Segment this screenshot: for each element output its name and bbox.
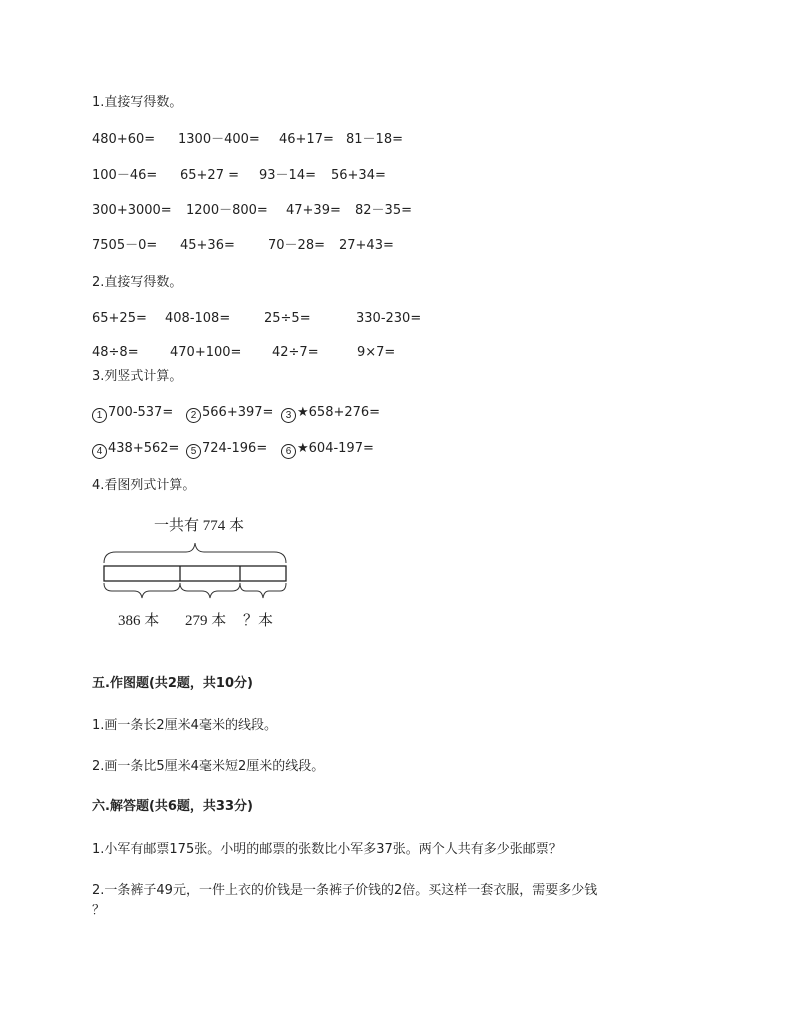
q3-item-2-expr: 566+397=: [202, 405, 274, 420]
section6-heading: 六.解答题(共6题，共33分): [92, 799, 253, 814]
q1-r2-c3: 93－14=: [259, 168, 316, 183]
q1-r3-c4: 82－35=: [355, 203, 412, 218]
q1-r4-c4: 27+43=: [339, 238, 394, 253]
q3-item-4-expr: 438+562=: [108, 441, 180, 456]
bottom-brace-3: [240, 583, 286, 598]
q1-r3-c3: 47+39=: [286, 203, 341, 218]
q3-item-5-expr: 724-196=: [202, 441, 268, 456]
q1-r1-c3: 46+17=: [279, 132, 334, 147]
q2-r1-c1: 65+25=: [92, 311, 147, 326]
section6-item-1: 1.小军有邮票175张。小明的邮票的张数比小军多37张。两个人共有多少张邮票？: [92, 842, 562, 857]
circled-number: 4: [92, 444, 107, 459]
section5-item-1: 1.画一条长2厘米4毫米的线段。: [92, 718, 277, 733]
q1-r4-c2: 45+36=: [180, 238, 235, 253]
circled-number: 5: [186, 444, 201, 459]
q2-r2-c4: 9×7=: [357, 345, 396, 360]
q1-r1-c1: 480+60=: [92, 132, 156, 147]
q4-title: 4.看图列式计算。: [92, 478, 196, 493]
q1-r3-c1: 300+3000=: [92, 203, 172, 218]
q1-r2-c4: 56+34=: [331, 168, 386, 183]
q3-item-6-expr: ★604-197=: [297, 441, 374, 456]
section6-item-2: 2.一条裤子49元，一件上衣的价钱是一条裤子价钱的2倍。买这样一套衣服，需要多少钱: [92, 883, 598, 898]
diagram-total-label: 一共有 774 本: [154, 518, 245, 534]
diagram-part-label-1: 386 本: [118, 613, 160, 629]
q1-r2-c2: 65+27 =: [180, 168, 240, 183]
q2-r1-c3: 25÷5=: [264, 311, 311, 326]
q3-title: 3.列竖式计算。: [92, 369, 183, 384]
q1-r4-c1: 7505－0=: [92, 238, 158, 253]
q2-r1-c4: 330-230=: [356, 311, 422, 326]
q1-r2-c1: 100－46=: [92, 168, 158, 183]
q1-r1-c4: 81－18=: [346, 132, 403, 147]
section6-item-2-continued: ？: [92, 903, 106, 918]
q2-r1-c2: 408-108=: [165, 311, 231, 326]
q1-r1-c2: 1300－400=: [178, 132, 260, 147]
q2-r2-c3: 42÷7=: [272, 345, 319, 360]
bottom-brace-1: [104, 583, 180, 598]
circled-number: 2: [186, 408, 201, 423]
q1-title: 1.直接写得数。: [92, 95, 183, 110]
section5-item-2: 2.画一条比5厘米4毫米短2厘米的线段。: [92, 759, 325, 774]
top-brace: [104, 543, 286, 563]
section5-heading: 五.作图题(共2题，共10分): [92, 676, 253, 691]
q2-r2-c1: 48÷8=: [92, 345, 139, 360]
q3-item-3-expr: ★658+276=: [297, 405, 381, 420]
diagram-part-label-3: ？本: [243, 613, 274, 629]
q1-r4-c3: 70－28=: [268, 238, 325, 253]
q1-r3-c2: 1200－800=: [186, 203, 268, 218]
diagram-part-label-2: 279 本: [185, 613, 227, 629]
segment-bar: [104, 566, 286, 581]
circled-number: 1: [92, 408, 107, 423]
q2-title: 2.直接写得数。: [92, 275, 183, 290]
q3-item-1-expr: 700-537=: [108, 405, 174, 420]
q2-r2-c2: 470+100=: [170, 345, 242, 360]
bottom-brace-2: [180, 583, 240, 598]
circled-number: 6: [281, 444, 296, 459]
circled-number: 3: [281, 408, 296, 423]
